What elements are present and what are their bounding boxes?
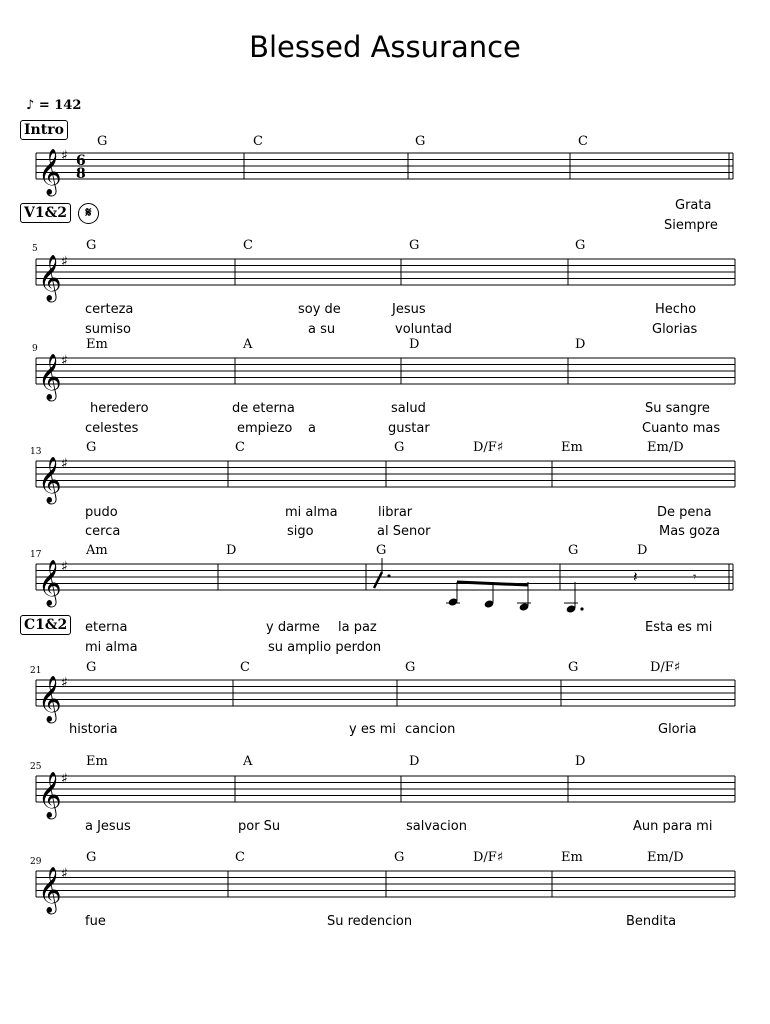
staff-system [36, 461, 735, 487]
measure-number: 21 [30, 666, 42, 676]
lyric: sigo [287, 524, 314, 539]
chord-symbol: C [240, 660, 250, 675]
treble-clef-icon: 𝄞 [38, 354, 62, 400]
lyric: por Su [238, 819, 281, 834]
sharp-icon: ♯ [61, 866, 68, 882]
sharp-icon: ♯ [61, 254, 68, 270]
treble-clef-icon: 𝄞 [38, 149, 62, 195]
lyric: y darme [266, 620, 320, 635]
treble-clef-icon: 𝄞 [38, 676, 62, 722]
chord-symbol: G [568, 660, 579, 675]
lyric: salud [391, 401, 426, 416]
lyric: mi alma [85, 640, 138, 655]
chord-symbol: A [243, 337, 253, 352]
staff-system [36, 871, 735, 897]
lyric: Bendita [626, 914, 677, 929]
measure-number: 29 [30, 857, 42, 867]
lyric: certeza [85, 302, 134, 317]
measure-number: 17 [30, 550, 42, 560]
lyric: eterna [85, 620, 128, 635]
chord-symbol: G [405, 660, 416, 675]
lyric: a su [308, 322, 336, 337]
lyric: de eterna [232, 401, 295, 416]
chord-symbol: G [394, 850, 405, 865]
chord-symbol: D [226, 543, 237, 558]
chord-symbol: C [235, 440, 245, 455]
chord-symbol: D [575, 754, 586, 769]
chord-symbol: G [394, 440, 405, 455]
chord-symbol: G [409, 238, 420, 253]
chord-symbol: Em [86, 754, 108, 769]
chord-symbol: Em/D [647, 850, 684, 865]
eighth-rest-icon: 𝄾 [693, 570, 697, 585]
lyric: heredero [90, 401, 149, 416]
chord-symbol: Em [561, 850, 583, 865]
chord-symbol: G [86, 660, 97, 675]
chord-symbol: D [637, 543, 648, 558]
chord-symbol: C [243, 238, 253, 253]
lyric: Esta es mi [645, 620, 713, 635]
staff-system [36, 564, 733, 590]
lyric: y es mi [349, 722, 397, 737]
treble-clef-icon: 𝄞 [38, 772, 62, 818]
sharp-icon: ♯ [61, 771, 68, 787]
lyric: la paz [338, 620, 377, 635]
lyric: Siempre [664, 218, 718, 233]
chord-symbol: D/F♯ [650, 660, 681, 675]
chord-symbol: C [253, 134, 263, 149]
lyric: cancion [405, 722, 456, 737]
lyric: gustar [388, 421, 430, 436]
lyric: librar [378, 505, 413, 520]
staff-system [36, 153, 733, 179]
lyric: a Jesus [85, 819, 131, 834]
staff-system [36, 358, 735, 384]
measure-number: 13 [30, 447, 42, 457]
lyric: Gloria [658, 722, 697, 737]
sharp-icon: ♯ [61, 559, 68, 575]
sharp-icon: ♯ [61, 353, 68, 369]
lyric: al Senor [377, 524, 431, 539]
measure-number: 25 [30, 762, 42, 772]
sharp-icon: ♯ [61, 675, 68, 691]
lyric: Su redencion [327, 914, 413, 929]
lyric: historia [69, 722, 118, 737]
measure-number: 9 [32, 344, 38, 354]
chord-symbol: Am [86, 543, 108, 558]
lyric: Jesus [392, 302, 426, 317]
time-signature-icon: 6 [76, 153, 86, 169]
chord-symbol: A [243, 754, 253, 769]
lyric: De pena [657, 505, 712, 520]
treble-clef-icon: 𝄞 [38, 560, 62, 606]
rehearsal-mark-intro: Intro [20, 120, 68, 140]
lyric: empiezo [237, 421, 293, 436]
tempo-marking: ♪ = 142 [26, 98, 82, 113]
lyric: cerca [85, 524, 121, 539]
lyric: Mas goza [659, 524, 721, 539]
song-title: Blessed Assurance [249, 30, 521, 64]
chord-symbol: G [575, 238, 586, 253]
lyric: Cuanto mas [642, 421, 721, 436]
lyric: a [308, 421, 316, 436]
melody-notes [374, 558, 697, 614]
chord-symbol: D [409, 754, 420, 769]
chord-symbol: G [97, 134, 108, 149]
rehearsal-mark-chorus: C1&2 [20, 615, 71, 635]
segno-icon: 𝄋 [78, 203, 99, 224]
chord-symbol: G [86, 238, 97, 253]
chord-symbol: D [575, 337, 586, 352]
chord-symbol: D/F♯ [473, 440, 504, 455]
lyric: fue [85, 914, 106, 929]
treble-clef-icon: 𝄞 [38, 457, 62, 503]
treble-clef-icon: 𝄞 [38, 867, 62, 913]
lyric: soy de [298, 302, 341, 317]
chord-symbol: Em [561, 440, 583, 455]
lyric: Su sangre [645, 401, 710, 416]
staff-system [36, 259, 735, 285]
lyric: mi alma [285, 505, 338, 520]
chord-symbol: D/F♯ [473, 850, 504, 865]
lyric: su amplio perdon [268, 640, 382, 655]
lyric: pudo [85, 505, 118, 520]
lyric: Glorias [652, 322, 698, 337]
chord-symbol: C [578, 134, 588, 149]
sharp-icon: ♯ [61, 456, 68, 472]
lyric: Grata [675, 198, 712, 213]
chord-symbol: Em [86, 337, 108, 352]
chord-symbol: G [86, 440, 97, 455]
treble-clef-icon: 𝄞 [38, 255, 62, 301]
lyric: salvacion [406, 819, 467, 834]
chord-symbol: C [235, 850, 245, 865]
time-signature-icon: 8 [76, 166, 86, 182]
chord-symbol: D [409, 337, 420, 352]
lyric: Aun para mi [633, 819, 713, 834]
lyric: celestes [85, 421, 139, 436]
lyric: Hecho [655, 302, 697, 317]
chord-symbol: G [376, 543, 387, 558]
staff-system [36, 776, 735, 802]
quarter-rest-icon: 𝄽 [633, 568, 638, 586]
lyric: voluntad [395, 322, 453, 337]
chord-symbol: Em/D [647, 440, 684, 455]
measure-number: 5 [32, 244, 38, 254]
chord-symbol: G [568, 543, 579, 558]
staff-system [36, 680, 735, 706]
sharp-icon: ♯ [61, 148, 68, 164]
lyric: sumiso [85, 322, 132, 337]
chord-symbol: G [86, 850, 97, 865]
rehearsal-mark-verse: V1&2 [20, 203, 71, 223]
chord-symbol: G [415, 134, 426, 149]
